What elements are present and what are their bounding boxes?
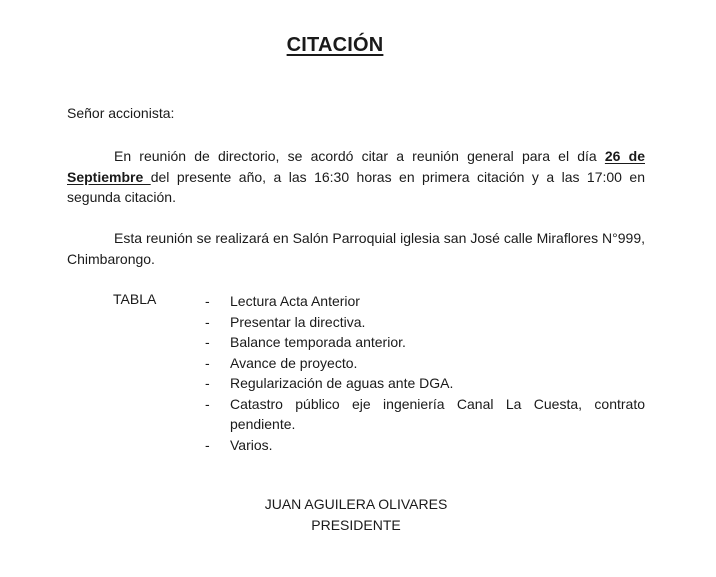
dash-bullet: - (205, 293, 210, 309)
agenda-item (205, 353, 645, 374)
agenda-item (205, 394, 645, 435)
agenda-item-text: Varios. (230, 436, 273, 453)
dash-bullet: - (205, 334, 210, 350)
agenda-item (205, 332, 645, 353)
agenda-item (205, 435, 645, 456)
agenda-item-text: Balance temporada anterior. (230, 334, 406, 350)
agenda-item (205, 291, 645, 312)
agenda-item-text: Regularización de aguas ante DGA. (230, 375, 454, 391)
agenda-item-text: Lectura Acta Anterior (230, 293, 360, 309)
agenda-item (205, 312, 645, 333)
dash-bullet: - (205, 313, 210, 330)
meeting-location-paragraph: Esta reunión se realizará en Salón Parroquial iglesia san José calle Miraflores N°999, Chimbarongo. (67, 230, 645, 267)
dash-bullet: - (205, 375, 210, 391)
meeting-announcement-paragraph (67, 146, 645, 208)
agenda-item (205, 373, 645, 394)
agenda-item-text: Presentar la directiva. (230, 313, 366, 330)
salutation: Señor accionista: (67, 105, 175, 121)
meeting-date-month: Septiembre (67, 168, 151, 185)
meeting-date-day: 26 de (604, 148, 645, 164)
dash-bullet: - (205, 395, 210, 412)
dash-bullet: - (205, 354, 210, 371)
announcement-text-after: del presente año, a las 16:30 horas en primera citación y a las 17:00 en segunda citación. (67, 168, 645, 205)
signer-name: JUAN AGUILERA OLIVARES (264, 496, 448, 512)
agenda-item-text: Avance de proyecto. (230, 354, 358, 371)
announcement-text-before: En reunión de directorio, se acordó citar a reunión general para el día (114, 148, 605, 164)
document-title: CITACIÓN (286, 34, 384, 56)
agenda-item-text: Catastro público eje ingeniería Canal La Cuesta, contrato pendiente. (230, 395, 645, 432)
signer-role: PRESIDENTE (311, 516, 401, 533)
agenda-label: TABLA (113, 291, 157, 307)
agenda-list (205, 291, 645, 455)
signature-block (0, 494, 712, 535)
dash-bullet: - (205, 436, 210, 453)
